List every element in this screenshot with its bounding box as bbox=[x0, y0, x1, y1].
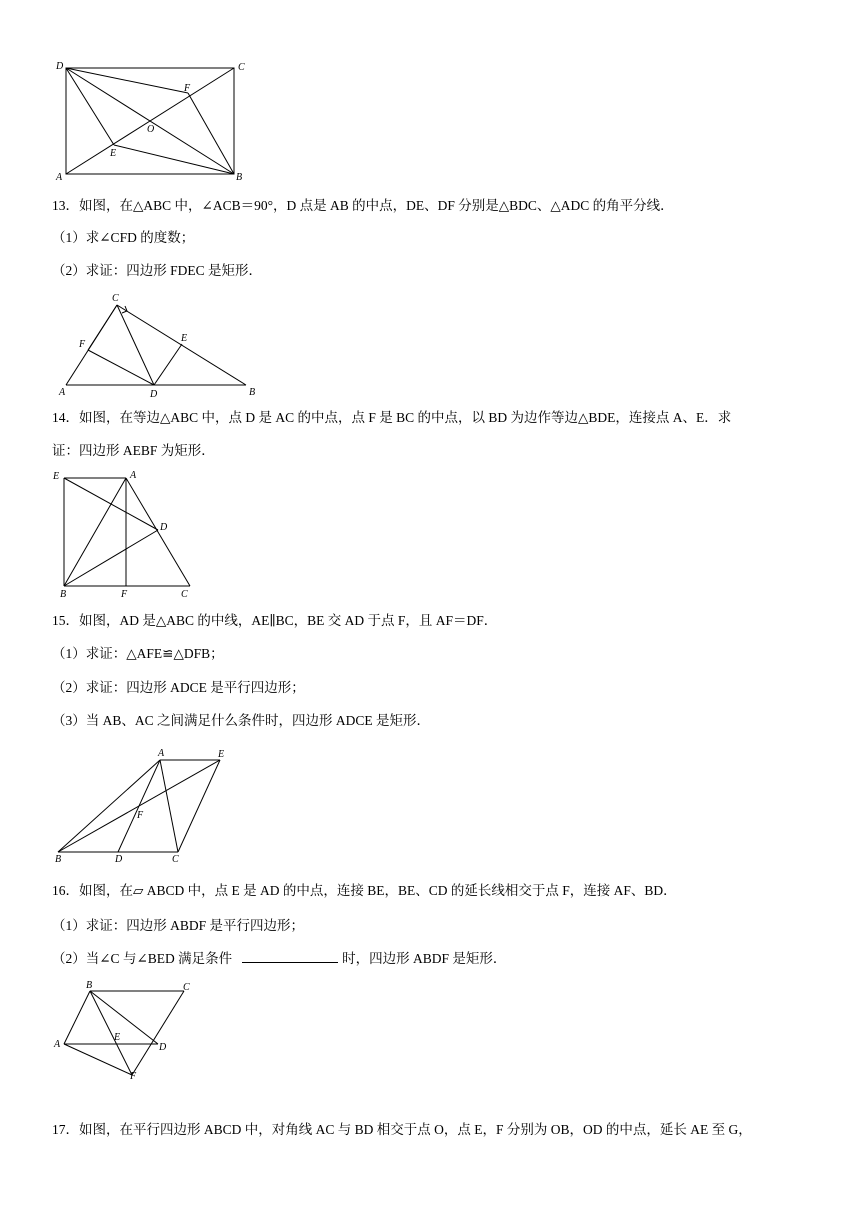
question-14-stem-line-1: 14．如图，在等边△ABC 中，点 D 是 AC 的中点，点 F 是 BC 的中点，以 BD 为边作等边△BDE，连接点 A、E．求 bbox=[52, 410, 732, 425]
question-16-part-1: （1）求证：四边形 ABDF 是平行四边形； bbox=[52, 918, 305, 933]
label-d: D bbox=[160, 522, 168, 533]
label-o: O bbox=[147, 124, 155, 135]
label-e: E bbox=[110, 148, 117, 159]
label-d: D bbox=[115, 854, 123, 865]
figure-triangle-abc-13 bbox=[50, 290, 270, 400]
label-c: C bbox=[183, 982, 190, 993]
question-15-part-3: （3）当 AB、AC 之间满足什么条件时，四边形 ADCE 是矩形． bbox=[52, 713, 431, 728]
question-15-part-2: （2）求证：四边形 ADCE 是平行四边形； bbox=[52, 680, 305, 695]
label-c: C bbox=[172, 854, 179, 865]
label-a: A bbox=[54, 1039, 61, 1050]
label-f: F bbox=[137, 810, 144, 821]
label-b: B bbox=[236, 172, 243, 183]
figure-parallelogram-16 bbox=[50, 978, 210, 1080]
figure-equilateral-triangle-14 bbox=[50, 466, 200, 602]
question-15-part-1: （1）求证：△AFE≌△DFB； bbox=[52, 646, 224, 661]
label-d: D bbox=[150, 389, 158, 400]
label-b: B bbox=[86, 980, 93, 991]
label-c: C bbox=[112, 293, 119, 304]
label-b: B bbox=[55, 854, 62, 865]
question-16-part-2-after: 时，四边形 ABDF 是矩形． bbox=[342, 951, 507, 966]
label-a: A bbox=[130, 470, 137, 481]
question-16-part-2 bbox=[52, 950, 860, 968]
question-15-stem: 15．如图，AD 是△ABC 的中线，AE∥BC，BE 交 AD 于点 F，且 AF＝DF． bbox=[52, 613, 498, 628]
label-a: A bbox=[158, 748, 165, 759]
question-13-stem: 13．如图，在△ABC 中，∠ACB＝90°，D 点是 AB 的中点，DE、DF 分别是△BDC、△ADC 的角平分线． bbox=[52, 198, 674, 213]
label-f: F bbox=[130, 1071, 137, 1080]
label-d: D bbox=[159, 1042, 167, 1053]
figure-parallelogram-15 bbox=[50, 744, 250, 866]
label-f: F bbox=[79, 339, 86, 350]
label-a: A bbox=[59, 387, 66, 398]
label-e: E bbox=[218, 749, 225, 760]
answer-blank[interactable] bbox=[242, 950, 338, 963]
figure-rectangle-abcd bbox=[50, 58, 260, 184]
question-13-part-1: （1）求∠CFD 的度数； bbox=[52, 230, 195, 245]
label-f: F bbox=[184, 83, 191, 94]
label-a: A bbox=[56, 172, 63, 183]
question-16-part-2-before: （2）当∠C 与∠BED 满足条件 bbox=[52, 951, 233, 966]
label-e: E bbox=[181, 333, 188, 344]
question-16-stem: 16．如图，在▱ ABCD 中，点 E 是 AD 的中点，连接 BE，BE、CD 的延长线相交于点 F，连接 AF、BD． bbox=[52, 883, 677, 898]
label-c: C bbox=[238, 62, 245, 73]
label-e: E bbox=[53, 471, 60, 482]
label-b: B bbox=[249, 387, 256, 398]
label-e: E bbox=[114, 1032, 121, 1043]
label-c: C bbox=[181, 589, 188, 600]
label-f: F bbox=[121, 589, 128, 600]
label-b: B bbox=[60, 589, 67, 600]
question-17-stem: 17．如图，在平行四边形 ABCD 中，对角线 AC 与 BD 相交于点 O，点 E，F 分别为 OB，OD 的中点，延长 AE 至 G， bbox=[52, 1122, 752, 1137]
label-d: D bbox=[56, 61, 64, 72]
question-13-part-2: （2）求证：四边形 FDEC 是矩形． bbox=[52, 263, 263, 278]
question-14-stem-line-2: 证：四边形 AEBF 为矩形． bbox=[52, 443, 215, 458]
